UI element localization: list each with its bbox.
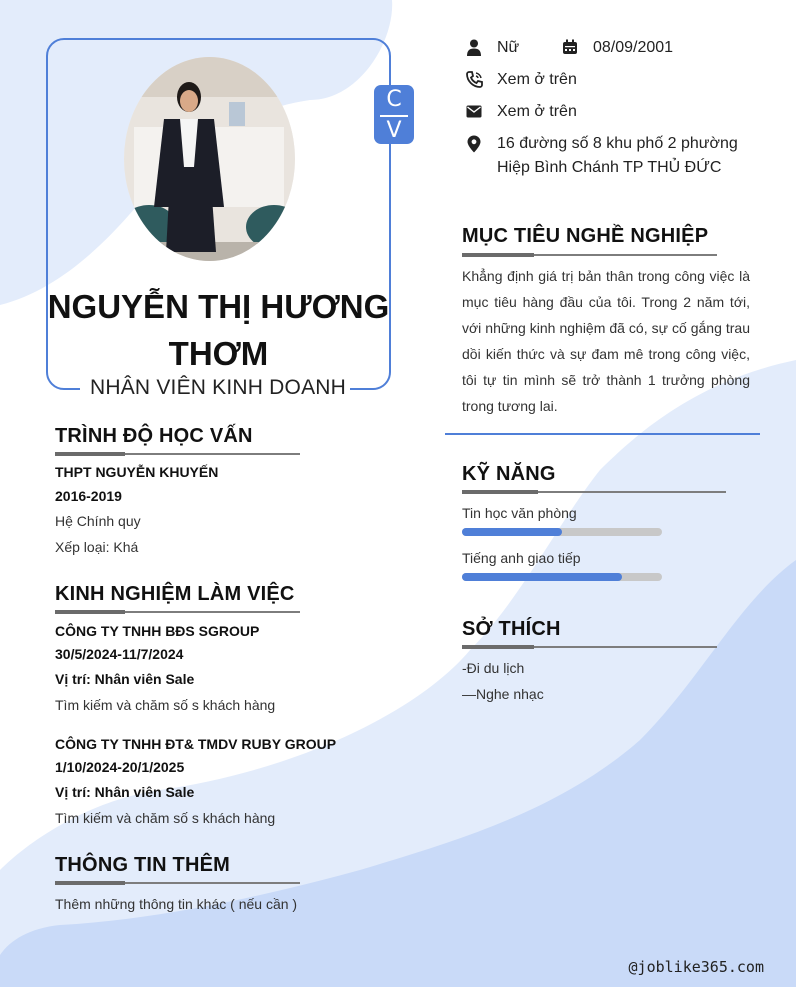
hobbies-underline — [462, 646, 717, 648]
objective-text: Khẳng định giá trị bản thân trong công việc là mục tiêu hàng đầu của tôi. Trong 2 năm tới, với những kinh nghiệm đã có, sự cố gắng trau dồi kiến thức và sự đam mê trong công việc, tôi tự tin mình sẽ trở thành 1 trưởng phòng trong tương lai. — [462, 268, 750, 414]
job-description: Tìm kiếm và chăm số s khách hàng — [55, 810, 276, 826]
education-type: Hệ Chính quy — [55, 513, 141, 529]
gender-text: Nữ — [497, 39, 520, 56]
experience-underline — [55, 611, 300, 613]
skill-bar — [462, 573, 662, 581]
user-icon — [465, 38, 483, 56]
skill-bar — [462, 528, 662, 536]
job-description: Tìm kiếm và chăm số s khách hàng — [55, 697, 276, 713]
hobbies-title: SỞ THÍCH — [462, 618, 561, 640]
education-title: TRÌNH ĐỘ HỌC VẤN — [55, 425, 253, 447]
full-name — [46, 283, 391, 377]
additional-title: THÔNG TIN THÊM — [55, 854, 231, 876]
location-pin-icon — [465, 135, 483, 153]
skill-name: Tiếng anh giao tiếp — [462, 550, 581, 566]
watermark: @joblike365.com — [628, 958, 764, 976]
education-underline — [55, 453, 300, 455]
birthday-text: 08/09/2001 — [593, 39, 674, 56]
job-position: Vị trí: Nhân viên Sale — [55, 784, 195, 800]
cv-badge-bottom: V — [386, 118, 402, 143]
objective-title: MỤC TIÊU NGHỀ NGHIỆP — [462, 225, 709, 247]
education-school: THPT NGUYỄN KHUYẾN — [55, 464, 219, 480]
objective-underline — [462, 254, 717, 256]
job-company: CÔNG TY TNHH BĐS SGROUP — [55, 623, 260, 639]
skills-title: KỸ NĂNG — [462, 463, 556, 485]
job-title: NHÂN VIÊN KINH DOANH — [89, 376, 347, 399]
phone-icon-wrap — [465, 70, 483, 88]
hobby-item: —Nghe nhạc — [462, 686, 544, 702]
cv-badge-divider — [380, 115, 408, 117]
job-company: CÔNG TY TNHH ĐT& TMDV RUBY GROUP — [55, 736, 337, 752]
skill-bar-fill — [462, 573, 622, 581]
experience-title: KINH NGHIỆM LÀM VIỆC — [55, 583, 295, 605]
address-text — [497, 132, 738, 180]
mail-icon — [465, 102, 483, 120]
email-text: Xem ở trên — [497, 103, 577, 120]
job-period: 1/10/2024-20/1/2025 — [55, 759, 185, 775]
full-name-line2: THƠM — [168, 335, 269, 372]
calendar-icon — [561, 38, 579, 56]
additional-underline — [55, 882, 300, 884]
profile-photo — [124, 57, 295, 261]
cv-badge-top: C — [386, 87, 402, 112]
full-name-line1: NGUYỄN THỊ HƯƠNG — [47, 288, 390, 325]
phone-text: Xem ở trên — [497, 71, 577, 88]
column-divider — [445, 433, 760, 435]
address-line2: Hiệp Bình Chánh TP THỦ ĐỨC — [497, 159, 722, 176]
education-years: 2016-2019 — [55, 488, 122, 504]
job-position: Vị trí: Nhân viên Sale — [55, 671, 195, 687]
user-icon-wrap — [465, 38, 483, 56]
calendar-icon-wrap — [561, 38, 579, 56]
phone-icon — [465, 70, 483, 88]
skill-name: Tin học văn phòng — [462, 505, 577, 521]
mail-icon-wrap — [465, 102, 483, 120]
education-grade: Xếp loại: Khá — [55, 539, 139, 555]
skills-underline — [462, 491, 726, 493]
address-line1: 16 đường số 8 khu phố 2 phường — [497, 135, 738, 152]
additional-text: Thêm những thông tin khác ( nếu cần ) — [55, 896, 298, 912]
job-period: 30/5/2024-11/7/2024 — [55, 646, 184, 662]
hobby-item: -Đi du lịch — [462, 660, 525, 676]
skill-bar-fill — [462, 528, 562, 536]
cv-badge — [374, 85, 414, 144]
location-icon-wrap — [465, 135, 483, 153]
